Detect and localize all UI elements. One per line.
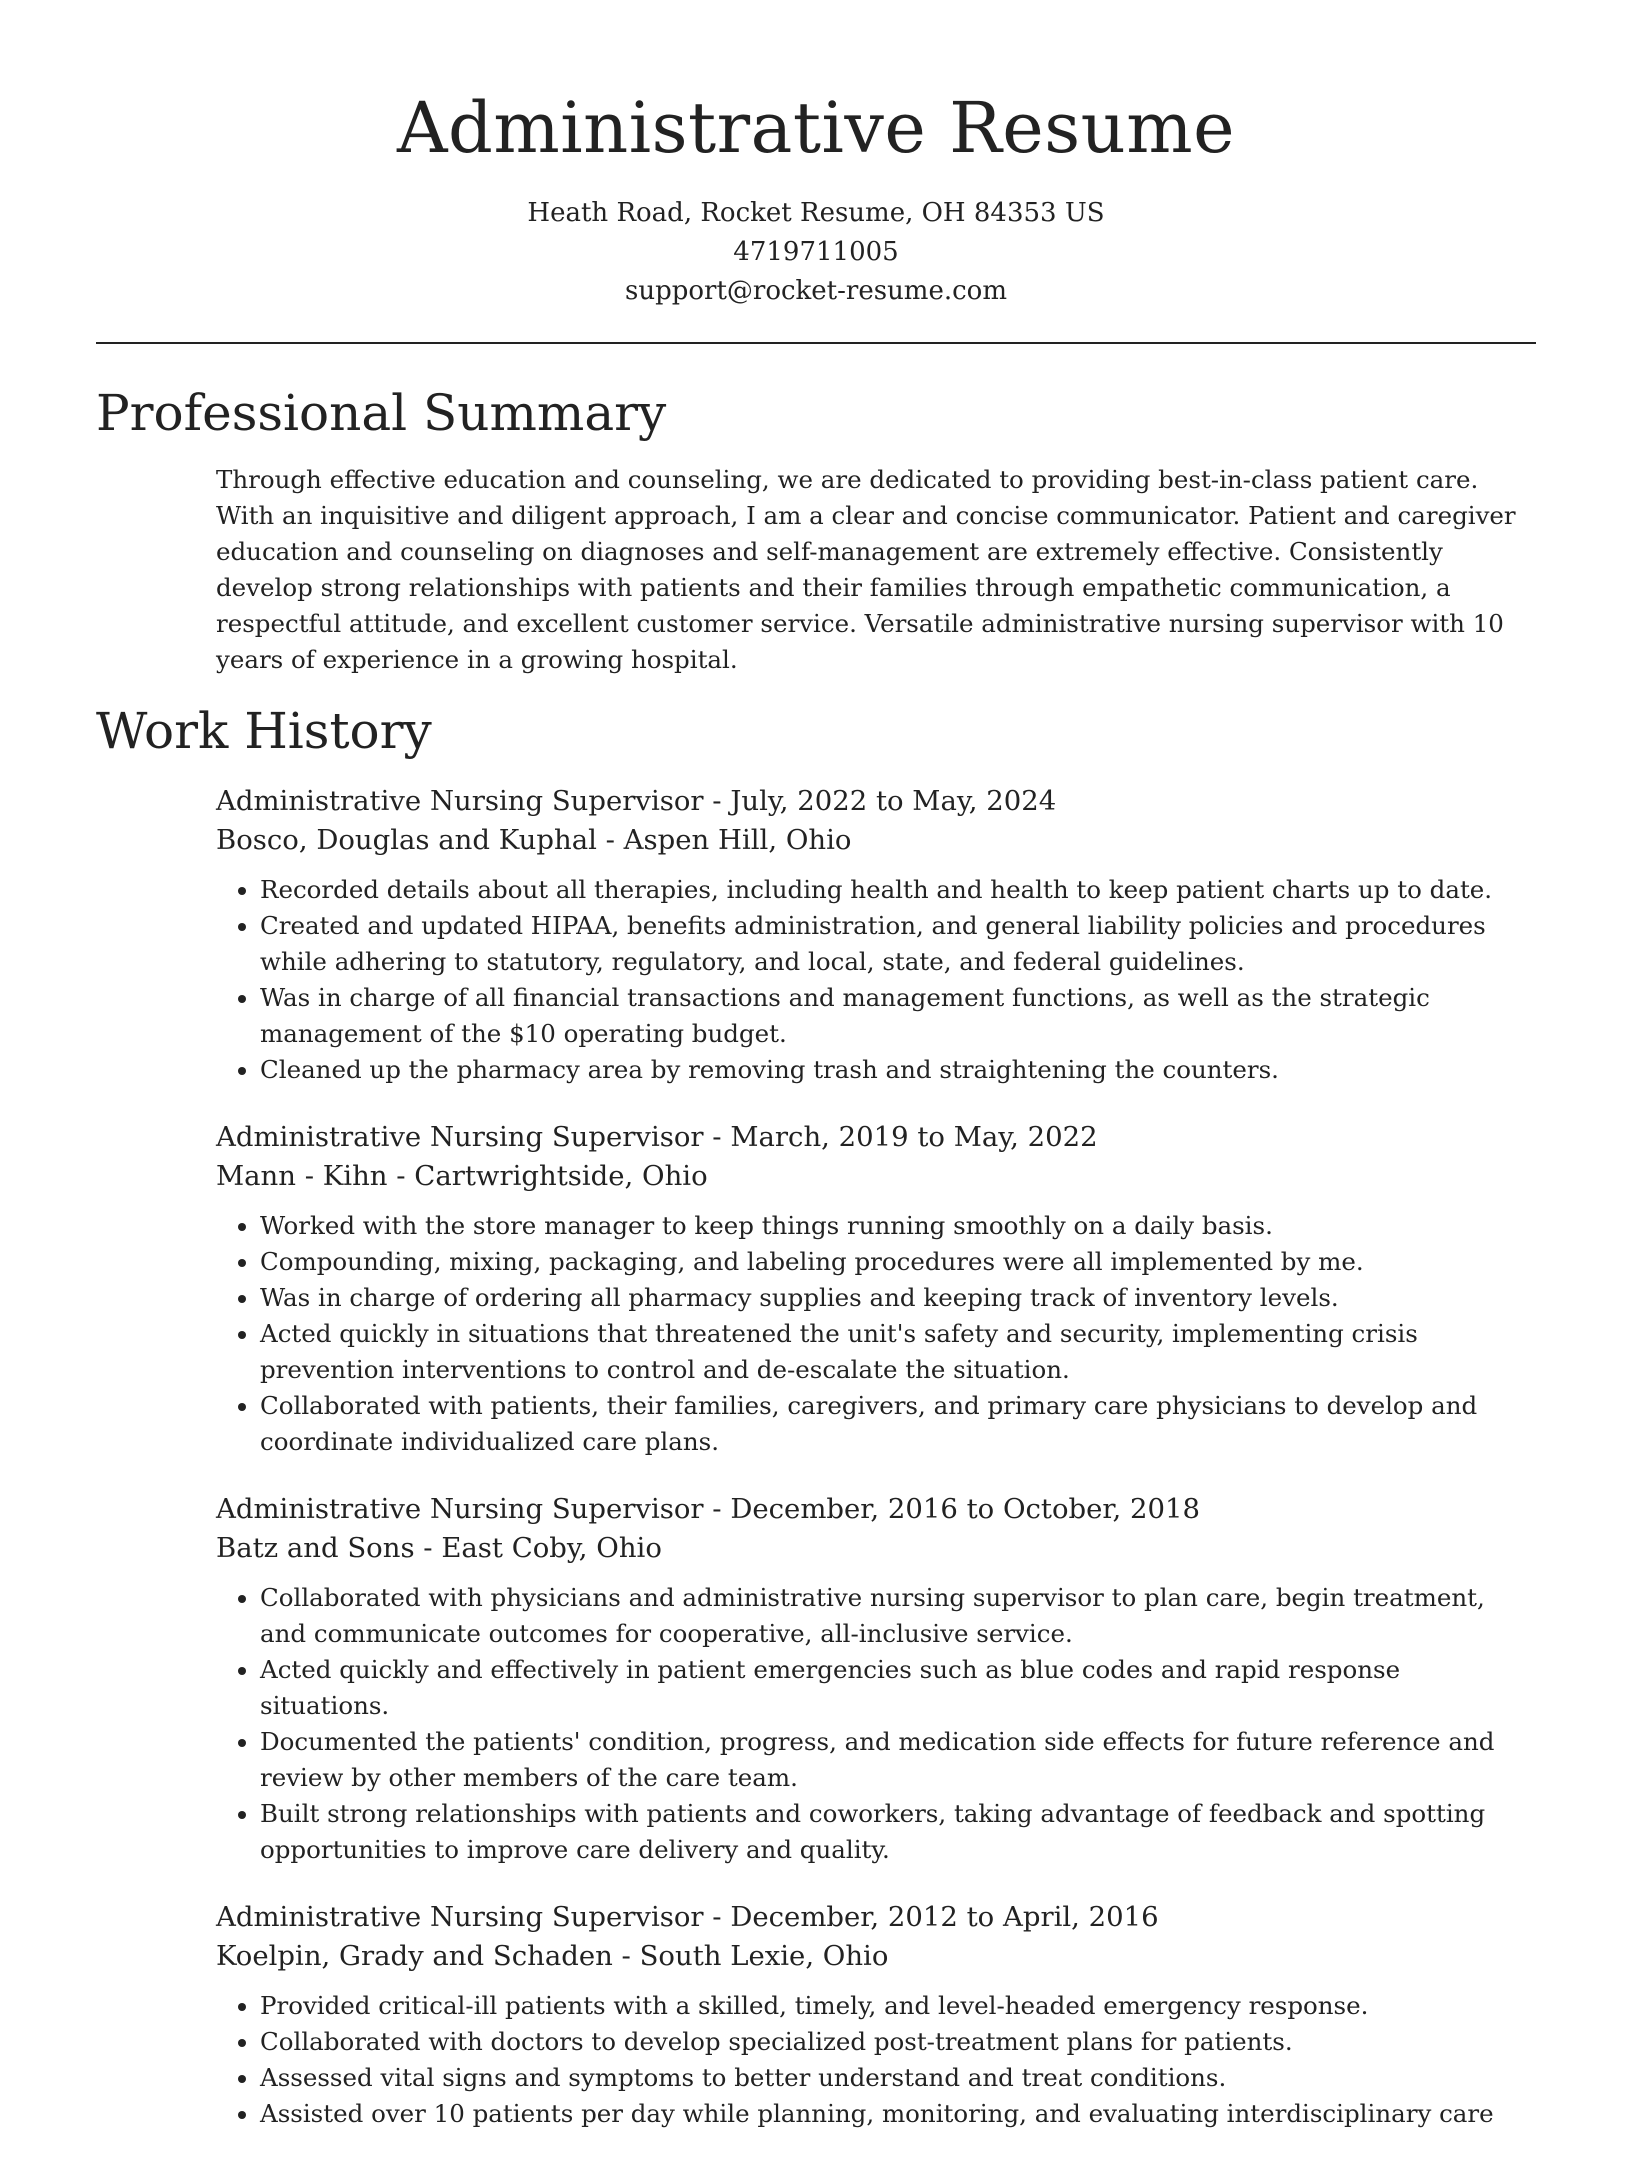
email: support@rocket-resume.com (624, 276, 1007, 306)
job-entry (216, 1898, 1534, 2132)
header-divider (96, 342, 1536, 344)
resume-title: Administrative Resume (396, 87, 1236, 169)
job-location: - East Coby, Ohio (414, 1532, 662, 1564)
bullet-item: • Collaborated with patients, their families, caregivers, and primary care physicians to develop and coordinate individualized care plans. (260, 1388, 1534, 1460)
job-title: Administrative Nursing Supervisor (216, 1121, 704, 1153)
job-entry (216, 782, 1534, 1088)
job-title-line (216, 1898, 1534, 1937)
bullet-item: • Documented the patients' condition, progress, and medication side effects for future reference and review by other members of the care team. (260, 1724, 1534, 1796)
contact-info (0, 194, 1632, 311)
job-entry (216, 1118, 1534, 1460)
job-company: Mann - Kihn (216, 1160, 388, 1192)
job-title: Administrative Nursing Supervisor (216, 1493, 704, 1525)
bullet-item: • Worked with the store manager to keep things running smoothly on a daily basis. (260, 1208, 1534, 1244)
phone: 4719711005 (733, 237, 899, 267)
job-location: - Aspen Hill, Ohio (596, 824, 852, 856)
job-company-line (216, 1529, 1534, 1568)
job-company-line (216, 821, 1534, 860)
resume-header (0, 0, 1632, 311)
bullet-item: • Collaborated with doctors to develop specialized post-treatment plans for patients. (260, 2024, 1534, 2060)
job-company-line (216, 1937, 1534, 1976)
job-company: Koelpin, Grady and Schaden (216, 1940, 613, 1972)
job-location: - South Lexie, Ohio (612, 1940, 889, 1972)
bullet-item: • Assessed vital signs and symptoms to better understand and treat conditions. (260, 2060, 1534, 2096)
summary-heading: Professional Summary (96, 384, 667, 442)
job-company-line (216, 1157, 1534, 1196)
job-bullets (216, 872, 1534, 1088)
summary-text: Through effective education and counseling, we are dedicated to providing best-in-class patient care. With an inquisitive and diligent approach, I am a clear and concise communicator. Patient and caregiver education and counseling on diagnoses and self-management are extremely effective. Consistently develop strong relationships with patients and their families through empathetic communication, a respectful attitude, and excellent customer service. Versatile administrative nursing supervisor with 10 years of experience in a growing hospital. (216, 465, 1516, 674)
job-title-line (216, 1118, 1534, 1157)
bullet-item: • Cleaned up the pharmacy area by removing trash and straightening the counters. (260, 1052, 1534, 1088)
bullet-item: • Compounding, mixing, packaging, and labeling procedures were all implemented by me. (260, 1244, 1534, 1280)
job-entry (216, 1490, 1534, 1868)
bullet-item: • Was in charge of all financial transactions and management functions, as well as the strategic management of the $10 operating budget. (260, 980, 1534, 1052)
work-history-heading: Work History (96, 702, 432, 760)
bullet-item: • Provided critical-ill patients with a skilled, timely, and level-headed emergency response. (260, 1988, 1534, 2024)
job-dates: - December, 2012 to April, 2016 (703, 1901, 1159, 1933)
job-dates: - December, 2016 to October, 2018 (703, 1493, 1200, 1525)
job-company: Bosco, Douglas and Kuphal (216, 824, 597, 856)
job-dates: - March, 2019 to May, 2022 (703, 1121, 1098, 1153)
bullet-item: • Collaborated with physicians and administrative nursing supervisor to plan care, begin treatment, and communicate outcomes for cooperative, all-inclusive service. (260, 1580, 1534, 1652)
job-title-line (216, 1490, 1534, 1529)
work-history (216, 782, 1534, 2162)
job-bullets (216, 1988, 1534, 2132)
job-location: - Cartwrightside, Ohio (387, 1160, 708, 1192)
job-title: Administrative Nursing Supervisor (216, 1901, 704, 1933)
bullet-item: • Built strong relationships with patients and coworkers, taking advantage of feedback and spotting opportunities to improve care delivery and quality. (260, 1796, 1534, 1868)
bullet-item: • Was in charge of ordering all pharmacy supplies and keeping track of inventory levels. (260, 1280, 1534, 1316)
job-title: Administrative Nursing Supervisor (216, 785, 704, 817)
job-company: Batz and Sons (216, 1532, 415, 1564)
job-bullets (216, 1208, 1534, 1460)
bullet-item: • Acted quickly in situations that threatened the unit's safety and security, implementing crisis prevention interventions to control and de-escalate the situation. (260, 1316, 1534, 1388)
address: Heath Road, Rocket Resume, OH 84353 US (527, 198, 1105, 228)
job-title-line (216, 782, 1534, 821)
bullet-item: • Acted quickly and effectively in patient emergencies such as blue codes and rapid response situations. (260, 1652, 1534, 1724)
job-dates: - July, 2022 to May, 2024 (703, 785, 1057, 817)
bullet-item: • Created and updated HIPAA, benefits administration, and general liability policies and procedures while adhering to statutory, regulatory, and local, state, and federal guidelines. (260, 908, 1534, 980)
bullet-item: • Assisted over 10 patients per day while planning, monitoring, and evaluating interdisciplinary care (260, 2096, 1534, 2132)
job-bullets (216, 1580, 1534, 1868)
bullet-item: • Recorded details about all therapies, including health and health to keep patient charts up to date. (260, 872, 1534, 908)
